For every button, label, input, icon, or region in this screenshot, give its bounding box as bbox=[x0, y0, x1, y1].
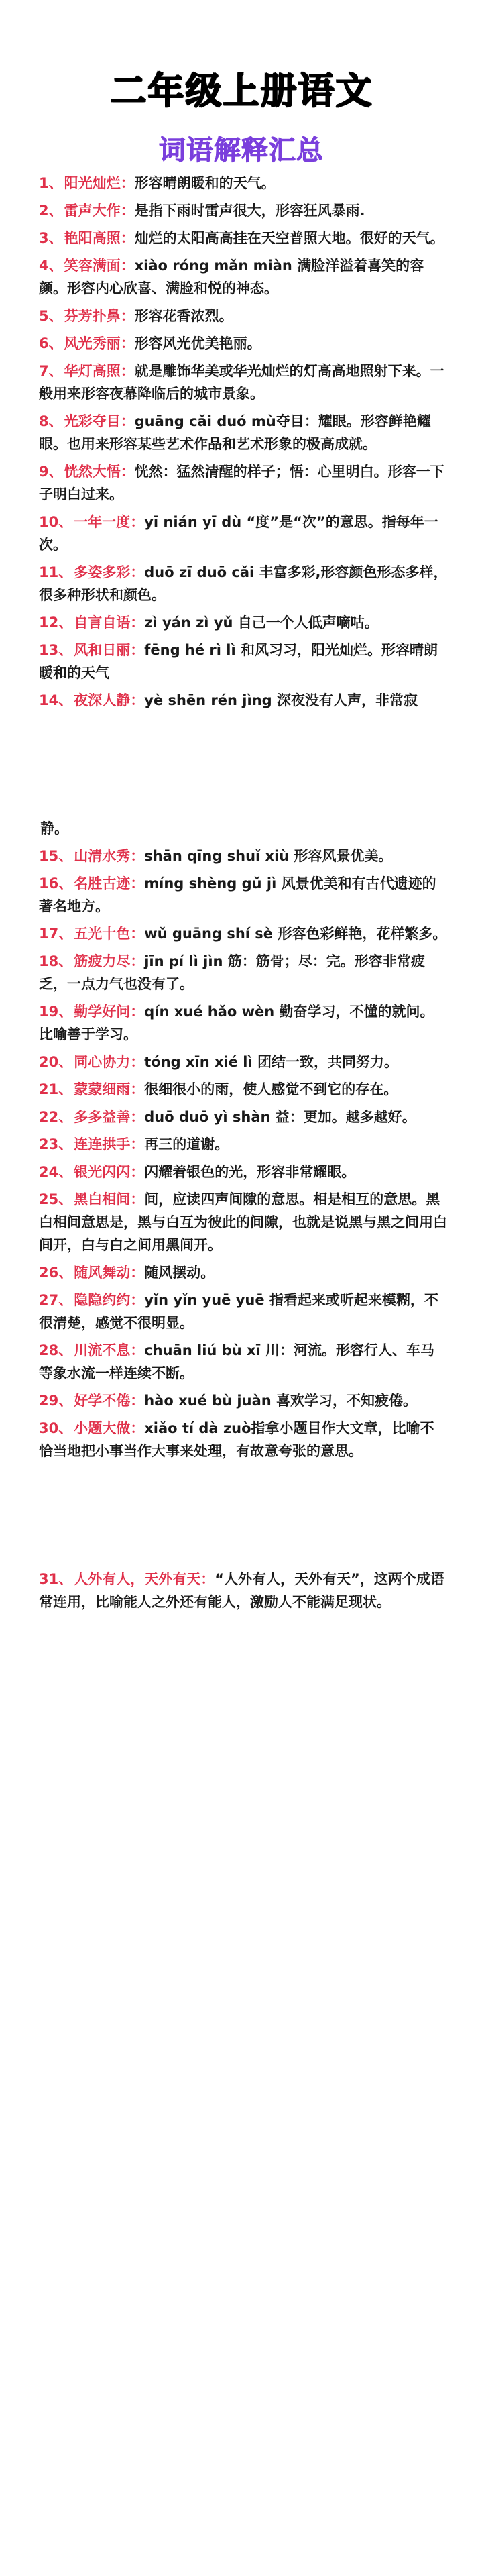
entry-definition: yǐn yǐn yuē yuē 指看起来或听起来模糊，不很清楚，感觉不很明显。 bbox=[39, 1292, 438, 1331]
entry-definition: yè shēn rén jìng 深夜没有人声，非常寂 bbox=[144, 692, 418, 708]
entry-term: 艳阳高照： bbox=[64, 230, 135, 246]
entry-definition: “人外有人，天外有天”，这两个成语常连用，比喻能人之外还有能人，激励人不能满足现状。 bbox=[39, 1571, 444, 1610]
entry-definition: fēng hé rì lì 和风习习，阳光灿烂。形容晴朗暖和的天气 bbox=[39, 642, 438, 681]
list-item bbox=[39, 332, 448, 355]
list-item bbox=[39, 227, 448, 250]
list-item bbox=[39, 360, 448, 405]
entry-term: 笑容满面： bbox=[64, 258, 135, 274]
entry-number: 7、 bbox=[39, 363, 63, 379]
entry-definition: duō duō yì shàn 益：更加。越多越好。 bbox=[144, 1109, 416, 1125]
entry-number: 12、 bbox=[39, 614, 73, 631]
list-item bbox=[39, 872, 448, 918]
entry-number: 21、 bbox=[39, 1081, 73, 1097]
entry-term: 风和日丽： bbox=[74, 642, 145, 658]
entry-number: 27、 bbox=[39, 1292, 73, 1308]
entry-definition: 就是雕饰华美或华光灿烂的灯高高地照射下来。一般用来形容夜幕降临后的城市景象。 bbox=[39, 363, 444, 402]
entry-definition: 恍然：猛然清醒的样子；悟：心里明白。形容一下子明白过来。 bbox=[39, 464, 444, 502]
entry-term: 光彩夺目： bbox=[64, 413, 135, 429]
page-title: 二年级上册语文 bbox=[109, 69, 373, 111]
entry-definition: míng shèng gǔ jì 风景优美和有古代遗迹的著名地方。 bbox=[39, 875, 436, 914]
entry-definition: 灿烂的太阳高高挂在天空普照大地。很好的天气。 bbox=[134, 230, 444, 246]
page-break-gap bbox=[39, 1467, 448, 1568]
list-item bbox=[39, 254, 448, 300]
entry-term: 筋疲力尽： bbox=[74, 953, 145, 969]
entry-definition: 静。 bbox=[40, 820, 68, 837]
list-item bbox=[39, 1289, 448, 1334]
entry-definition: 形容花香浓烈。 bbox=[134, 308, 233, 324]
list-item bbox=[39, 1389, 448, 1412]
list-item bbox=[39, 1078, 448, 1101]
entry-number: 23、 bbox=[39, 1136, 73, 1152]
entry-number: 18、 bbox=[39, 953, 73, 969]
entry-term: 风光秀丽： bbox=[64, 335, 135, 352]
entry-definition: qín xué hǎo wèn 勤奋学习，不懂的就问。比喻善于学习。 bbox=[39, 1004, 434, 1042]
list-item bbox=[39, 1568, 448, 1613]
list-item bbox=[39, 1000, 448, 1046]
entry-number: 22、 bbox=[39, 1109, 73, 1125]
list-item bbox=[39, 845, 448, 867]
entry-term: 五光十色： bbox=[74, 926, 145, 942]
entry-term: 雷声大作： bbox=[64, 203, 135, 219]
entry-definition: wǔ guāng shí sè 形容色彩鲜艳，花样繁多。 bbox=[144, 926, 447, 942]
entry-term: 多姿多彩： bbox=[74, 564, 145, 580]
entry-term: 恍然大悟： bbox=[64, 464, 135, 480]
entry-definition: 形容晴朗暖和的天气。 bbox=[134, 175, 276, 191]
entry-definition: 随风摆动。 bbox=[144, 1265, 215, 1281]
entry-term: 勤学好问： bbox=[74, 1004, 145, 1020]
entry-term: 随风舞动： bbox=[74, 1265, 145, 1281]
entry-definition: hào xué bù juàn 喜欢学习，不知疲倦。 bbox=[144, 1393, 418, 1409]
entry-definition: xiǎo tí dà zuò指拿小题目作大文章，比喻不恰当地把小事当作大事来处理，有故意夸张的意思。 bbox=[39, 1420, 434, 1459]
entry-term: 同心协力： bbox=[74, 1054, 145, 1070]
entry-term: 隐隐约约： bbox=[74, 1292, 145, 1308]
entry-number: 11、 bbox=[39, 564, 73, 580]
list-item bbox=[39, 1188, 448, 1256]
entry-definition: 再三的道谢。 bbox=[144, 1136, 229, 1152]
entry-term: 自言自语： bbox=[74, 614, 145, 631]
entry-number: 20、 bbox=[39, 1054, 73, 1070]
entry-number: 16、 bbox=[39, 875, 73, 892]
entry-definition: shān qīng shuǐ xiù 形容风景优美。 bbox=[144, 848, 393, 864]
page-break-gap bbox=[39, 716, 448, 817]
list-item bbox=[39, 511, 448, 556]
list-item bbox=[39, 1417, 448, 1462]
entry-number: 9、 bbox=[39, 464, 63, 480]
entry-number: 10、 bbox=[39, 514, 73, 530]
list-item bbox=[39, 172, 448, 195]
list-item bbox=[39, 950, 448, 996]
entry-number: 24、 bbox=[39, 1164, 73, 1180]
list-item bbox=[39, 689, 448, 712]
entry-term: 芬芳扑鼻： bbox=[64, 308, 135, 324]
entry-number: 25、 bbox=[39, 1191, 73, 1208]
list-item bbox=[39, 199, 448, 222]
entry-term: 小题大做： bbox=[74, 1420, 145, 1436]
list-item bbox=[39, 410, 448, 455]
entry-number: 28、 bbox=[39, 1342, 73, 1358]
entry-term: 银光闪闪： bbox=[74, 1164, 145, 1180]
entry-definition: zì yán zì yǔ 自己一个人低声嘀咕。 bbox=[144, 614, 379, 631]
list-item bbox=[39, 1339, 448, 1385]
list-item bbox=[39, 1051, 448, 1073]
entry-number: 17、 bbox=[39, 926, 73, 942]
entry-number: 4、 bbox=[39, 258, 63, 274]
entry-term: 好学不倦： bbox=[74, 1393, 145, 1409]
entry-list bbox=[39, 172, 448, 1618]
list-item bbox=[39, 1106, 448, 1128]
entry-term: 多多益善： bbox=[74, 1109, 145, 1125]
entry-definition: guāng cǎi duó mù夺目：耀眼。形容鲜艳耀眼。也用来形容某些艺术作品和艺术形象的极高成就。 bbox=[39, 413, 431, 452]
entry-definition: yī nián yī dù “度”是“次”的意思。指每年一次。 bbox=[39, 514, 438, 553]
entry-number: 29、 bbox=[39, 1393, 73, 1409]
entry-term: 阳光灿烂： bbox=[64, 175, 135, 191]
entry-term: 人外有人，天外有天： bbox=[74, 1571, 215, 1587]
entry-number: 3、 bbox=[39, 230, 63, 246]
entry-number: 13、 bbox=[39, 642, 73, 658]
entry-number: 6、 bbox=[39, 335, 63, 352]
entry-definition: chuān liú bù xī 川：河流。形容行人、车马等象水流一样连续不断。 bbox=[39, 1342, 435, 1381]
entry-number: 19、 bbox=[39, 1004, 73, 1020]
list-item bbox=[39, 305, 448, 327]
entry-number: 14、 bbox=[39, 692, 73, 708]
entry-term: 连连拱手： bbox=[74, 1136, 145, 1152]
entry-definition: 是指下雨时雷声很大，形容狂风暴雨. bbox=[134, 203, 365, 219]
entry-term: 华灯高照： bbox=[64, 363, 135, 379]
entry-number: 5、 bbox=[39, 308, 63, 324]
entry-number: 2、 bbox=[39, 203, 63, 219]
list-item-continuation bbox=[39, 817, 448, 840]
list-item bbox=[39, 561, 448, 606]
entry-term: 蒙蒙细雨： bbox=[74, 1081, 145, 1097]
entry-definition: 闪耀着银色的光，形容非常耀眼。 bbox=[144, 1164, 356, 1180]
list-item bbox=[39, 1261, 448, 1284]
list-item bbox=[39, 611, 448, 634]
entry-term: 一年一度： bbox=[74, 514, 145, 530]
list-item bbox=[39, 922, 448, 945]
entry-number: 15、 bbox=[39, 848, 73, 864]
list-item bbox=[39, 460, 448, 506]
entry-definition: 很细很小的雨，使人感觉不到它的存在。 bbox=[144, 1081, 398, 1097]
entry-number: 1、 bbox=[39, 175, 63, 191]
entry-term: 川流不息： bbox=[74, 1342, 145, 1358]
entry-number: 31、 bbox=[39, 1571, 73, 1587]
list-item bbox=[39, 1133, 448, 1156]
entry-term: 黑白相间： bbox=[74, 1191, 145, 1208]
entry-term: 夜深人静： bbox=[74, 692, 145, 708]
entry-definition: 间，应读四声间隙的意思。相是相互的意思。黑白相间意思是，黑与白互为彼此的间隙，也就是说黑与黑之间用白间开，白与白之间用黑间开。 bbox=[39, 1191, 447, 1253]
entry-number: 30、 bbox=[39, 1420, 73, 1436]
page-subtitle: 词语解释汇总 bbox=[158, 135, 324, 166]
entry-definition: xiào róng mǎn miàn 满脸洋溢着喜笑的容颜。形容内心欣喜、满脸和悦的神态。 bbox=[39, 258, 424, 297]
entry-term: 名胜古迹： bbox=[74, 875, 145, 892]
list-item bbox=[39, 1161, 448, 1183]
entry-number: 26、 bbox=[39, 1265, 73, 1281]
entry-definition: duō zī duō cǎi 丰富多彩,形容颜色形态多样，很多种形状和颜色。 bbox=[39, 564, 448, 603]
list-item bbox=[39, 639, 448, 684]
entry-definition: 形容风光优美艳丽。 bbox=[134, 335, 261, 352]
entry-definition: tóng xīn xié lì 团结一致，共同努力。 bbox=[144, 1054, 399, 1070]
entry-term: 山清水秀： bbox=[74, 848, 145, 864]
entry-definition: jīn pí lì jìn 筋：筋骨；尽：完。形容非常疲乏，一点力气也没有了。 bbox=[39, 953, 425, 992]
entry-number: 8、 bbox=[39, 413, 63, 429]
